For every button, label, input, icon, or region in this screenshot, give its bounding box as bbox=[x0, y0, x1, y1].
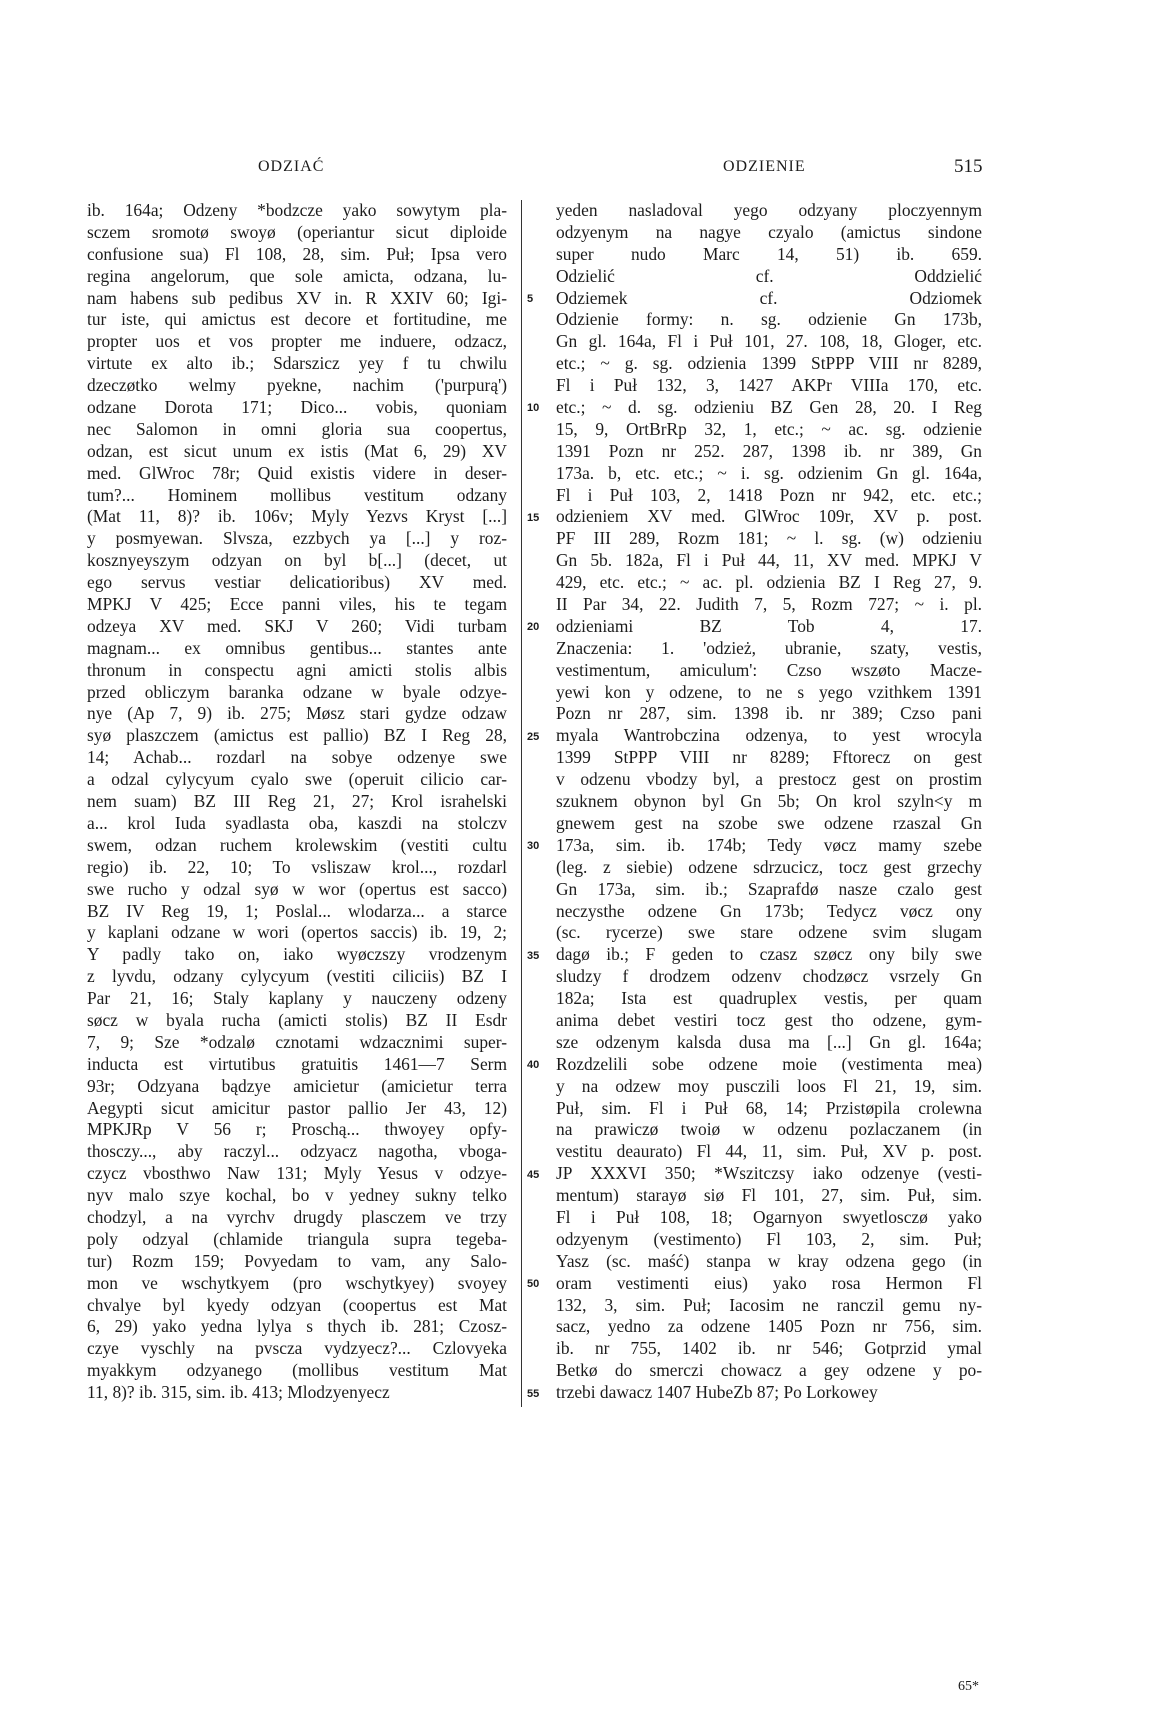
right-column-line: gnewem gest na szobe swe odzene rzaszal Gn bbox=[556, 812, 982, 833]
right-column-line: 182a; Ista est quadruplex vestis, per quam bbox=[556, 988, 982, 1009]
left-column-line: chvalye byl kyedy odzyan (coopertus est Mat bbox=[87, 1294, 507, 1315]
right-column-line: Odzielić cf. Oddzielić bbox=[556, 265, 982, 286]
line-number: 10 bbox=[527, 402, 540, 415]
left-column-line: propter uos et vos propter me induere, odzacz, bbox=[87, 331, 507, 352]
right-column-line: myala Wantrobczina odzenya, to yest wrocyla bbox=[556, 725, 982, 746]
line-number: 40 bbox=[527, 1059, 540, 1072]
right-column-line: Gn 173a, sim. ib.; Szaprafdø nasze czalo gest bbox=[556, 878, 982, 899]
left-column-line: syø plaszczem (amictus est pallio) BZ I Reg 28, bbox=[87, 725, 507, 746]
right-column-line: neczysthe odzene Gn 173b; Tedycz vøcz ony bbox=[556, 900, 982, 921]
right-column-line: sze odzenym kalsda dusa ma [...] Gn gl. 164a; bbox=[556, 1031, 982, 1052]
line-number: 50 bbox=[527, 1278, 540, 1291]
right-column-line: dagø ib.; F geden to czasz szøcz ony bily swe bbox=[556, 944, 982, 965]
left-column-line: confusione sua) Fl 108, 28, sim. Puł; Ipsa vero bbox=[87, 243, 507, 264]
left-column-line: tum?... Hominem mollibus vestitum odzany bbox=[87, 484, 507, 505]
left-column-line: odzane Dorota 171; Dico... vobis, quoniam bbox=[87, 397, 507, 418]
left-column-line: myakkym odzyanego (mollibus vestitum Mat bbox=[87, 1360, 507, 1381]
right-column-line: odzyenym na nagye czyalo (amictus sindone bbox=[556, 221, 982, 242]
right-column-line: oram vestimenti eius) yako rosa Hermon Fl bbox=[556, 1272, 982, 1293]
right-column-line: szuknem obynon byl Gn 5b; On krol szyln<y m bbox=[556, 791, 982, 812]
right-column-line: ib. nr 755, 1402 ib. nr 546; Gotprzid ymal bbox=[556, 1338, 982, 1359]
left-column-line: swem, odzan ruchem krolewskim (vestiti cultu bbox=[87, 834, 507, 855]
right-column-line: Puł, sim. Fl i Puł 68, 14; Przistøpila crolewna bbox=[556, 1097, 982, 1118]
left-column bbox=[87, 200, 507, 1404]
left-column-line: regina angelorum, que sole amicta, odzana, lu- bbox=[87, 265, 507, 286]
line-number: 25 bbox=[527, 730, 540, 743]
right-column-line: Znaczenia: 1. 'odzież, ubranie, szaty, vestis, bbox=[556, 637, 982, 658]
left-column-line: przed obliczym baranka odzane w byale odzye- bbox=[87, 681, 507, 702]
left-column-line: swe rucho y odzal syø w wor (opertus est sacco) bbox=[87, 878, 507, 899]
right-column-line: odzyenym (vestimento) Fl 103, 2, sim. Puł; bbox=[556, 1228, 982, 1249]
left-column-line: ib. 164a; Odzeny *bodzcze yako sowytym pla- bbox=[87, 200, 507, 220]
left-column-line: MPKJ V 425; Ecce panni viles, his te tegam bbox=[87, 594, 507, 615]
right-column-line: 1391 Pozn nr 252. 287, 1398 ib. nr 389, Gn bbox=[556, 440, 982, 461]
right-column-line: Betkø do smerczi chowacz a gey odzene y po- bbox=[556, 1360, 982, 1381]
sheet-signature: 65* bbox=[958, 1679, 979, 1694]
right-column-line: Rozdzelili sobe odzene moie (vestimenta mea) bbox=[556, 1053, 982, 1074]
left-column-line: søcz w byala rucha (amicti stolis) BZ II Esdr bbox=[87, 1009, 507, 1030]
right-column-line: 429, etc. etc.; ~ ac. pl. odzienia BZ I Reg 27, 9. bbox=[556, 572, 982, 593]
line-number: 35 bbox=[527, 949, 540, 962]
right-column-line: 173a. b, etc. etc.; ~ i. sg. odzienim Gn gl. 164a, bbox=[556, 462, 982, 483]
right-column-line: Pozn nr 287, sim. 1398 ib. nr 389; Czso pani bbox=[556, 703, 982, 724]
right-column-line: v odzenu vbodzy byl, a prestocz gest on prostim bbox=[556, 769, 982, 790]
running-head-right: ODZIENIE bbox=[723, 158, 806, 175]
right-column-line: odzieniami BZ Tob 4, 17. bbox=[556, 615, 982, 636]
left-column-line: Aegypti sicut amicitur pastor pallio Jer 43, 12) bbox=[87, 1097, 507, 1118]
right-column-line: 173a, sim. ib. 174b; Tedy vøcz mamy szebe bbox=[556, 834, 982, 855]
left-column-line: ego servus vestiar delicatioribus) XV med. bbox=[87, 572, 507, 593]
left-column-line: Y padly tako on, iako wyøczszy vrodzenym bbox=[87, 944, 507, 965]
right-column-line: (sc. rycerze) swe stare odzene svim slugam bbox=[556, 922, 982, 943]
right-column-line: mentum) starayø siø Fl 101, 27, sim. Puł, sim. bbox=[556, 1185, 982, 1206]
right-column-line: Odziemek cf. Odziomek bbox=[556, 287, 982, 308]
right-column bbox=[556, 200, 982, 1404]
right-column-line: na prawiczø twoiø w odzenu pozlaczanem (in bbox=[556, 1119, 982, 1140]
line-number: 45 bbox=[527, 1168, 540, 1181]
left-column-line: nyv malo szye kochal, bo v yedney sukny telko bbox=[87, 1185, 507, 1206]
right-column-line: anima debet vestiri tocz gest tho odzene, gym- bbox=[556, 1009, 982, 1030]
left-column-line: poly odzyal (chlamide triangula supra tegeba- bbox=[87, 1228, 507, 1249]
column-rule bbox=[521, 200, 522, 1407]
right-column-line: odzieniem XV med. GlWroc 109r, XV p. post. bbox=[556, 506, 982, 527]
right-column-line: Gn gl. 164a, Fl i Puł 101, 27. 108, 18, Gloger, etc. bbox=[556, 331, 982, 352]
left-column-line: virtute ex alto ib.; Sdarszicz yey f tu chwilu bbox=[87, 353, 507, 374]
right-column-line: Fl i Puł 103, 2, 1418 Pozn nr 942, etc. etc.; bbox=[556, 484, 982, 505]
line-number: 5 bbox=[527, 292, 534, 305]
right-column-line: super nudo Marc 14, 51) ib. 659. bbox=[556, 243, 982, 264]
left-column-line: a... krol Iuda syadlasta oba, kaszdi na stolczv bbox=[87, 812, 507, 833]
left-column-line: nam habens sub pedibus XV in. R XXIV 60; Igi- bbox=[87, 287, 507, 308]
left-column-line: 11, 8)? ib. 315, sim. ib. 413; Mlodzyenyecz bbox=[87, 1382, 390, 1403]
left-column-line: Par 21, 16; Staly kaplany y nauczeny odzeny bbox=[87, 988, 507, 1009]
left-column-line: thosczy..., aby raczyl... odzyacz nagotha, vboga- bbox=[87, 1141, 507, 1162]
right-column-line: Fl i Puł 132, 3, 1427 AKPr VIIIa 170, etc. bbox=[556, 375, 982, 396]
line-number: 30 bbox=[527, 840, 540, 853]
left-column-line: z lyvdu, odzany cylycyum (vestiti ciliciis) BZ I bbox=[87, 966, 507, 987]
left-column-line: czye vyschly na pvscza vydzyecz?... Czlovyeka bbox=[87, 1338, 507, 1359]
left-column-line: nec Salomon in omni gloria sua coopertus, bbox=[87, 418, 507, 439]
running-head-left: ODZIAĆ bbox=[258, 158, 325, 175]
right-column-line: trzebi dawacz 1407 HubeZb 87; Po Lorkowey bbox=[556, 1382, 878, 1403]
left-column-line: tur iste, qui amictus est decore et fortitudine, me bbox=[87, 309, 507, 330]
right-column-line: (leg. z siebie) odzene sdrzucicz, tocz gest grzechy bbox=[556, 856, 982, 877]
left-column-line: dzeczøtko welmy pyekne, nachim ('purpurą') bbox=[87, 375, 507, 396]
left-column-line: 14; Achab... rozdarl na sobye odzenye swe bbox=[87, 747, 507, 768]
right-column-line: Gn 5b. 182a, Fl i Puł 44, 11, XV med. MPKJ V bbox=[556, 550, 982, 571]
right-column-line: 15, 9, OrtBrRp 32, 1, etc.; ~ ac. sg. odzienie bbox=[556, 418, 982, 439]
right-column-line: PF III 289, Rozm 181; ~ l. sg. (w) odzieniu bbox=[556, 528, 982, 549]
right-column-line: yeden nasladoval yego odzyany ploczyennym bbox=[556, 200, 982, 220]
left-column-line: kosznyeyszym odzyan on byl b[...] (decet, ut bbox=[87, 550, 507, 571]
right-column-line: JP XXXVI 350; *Wszitczsy iako odzenye (vesti- bbox=[556, 1163, 982, 1184]
right-column-line: sacz, yedno za odzene 1405 Pozn nr 756, sim. bbox=[556, 1316, 982, 1337]
left-column-line: chodzyl, a na vyrchv drugdy plasczem ve trzy bbox=[87, 1206, 507, 1227]
right-column-line: Yasz (sc. maść) stanpa w kray odzena gego (in bbox=[556, 1250, 982, 1271]
left-column-line: MPKJRp V 56 r; Proschą... thwoyey opfy- bbox=[87, 1119, 507, 1140]
left-column-line: nye (Ap 7, 9) ib. 275; Møsz stari gydze odzaw bbox=[87, 703, 507, 724]
right-column-line: yewi kon y odzene, to ne s yego vzithkem 1391 bbox=[556, 681, 982, 702]
right-column-line: 132, 3, sim. Puł; Iacosim ne ranczil gemu ny- bbox=[556, 1294, 982, 1315]
right-column-line: sludzy f drodzem odzenv chodzøcz vsrzely Gn bbox=[556, 966, 982, 987]
left-column-line: (Mat 11, 8)? ib. 106v; Myly Yezvs Kryst [...] bbox=[87, 506, 507, 527]
left-column-line: a odzal cylycyum cyalo swe (operuit cilicio car- bbox=[87, 769, 507, 790]
left-column-line: sczem sromotø swoyø (operiantur sicut diploide bbox=[87, 221, 507, 242]
left-column-line: nem suam) BZ III Reg 21, 27; Krol israhelski bbox=[87, 791, 507, 812]
line-number: 55 bbox=[527, 1387, 540, 1400]
left-column-line: med. GlWroc 78r; Quid existis videre in deser- bbox=[87, 462, 507, 483]
left-column-line: 7, 9; Sze *odzalø cznotami wdzacznimi super- bbox=[87, 1031, 507, 1052]
right-column-line: etc.; ~ d. sg. odzieniu BZ Gen 28, 20. I Reg bbox=[556, 397, 982, 418]
line-number: 20 bbox=[527, 621, 540, 634]
right-column-line: etc.; ~ g. sg. odzienia 1399 StPPP VIII nr 8289, bbox=[556, 353, 982, 374]
right-column-line: Fl i Puł 108, 18; Ogarnyon swyetlosczø yako bbox=[556, 1206, 982, 1227]
right-column-line: II Par 34, 22. Judith 7, 5, Rozm 727; ~ i. pl. bbox=[556, 594, 982, 615]
page-number: 515 bbox=[954, 156, 983, 177]
left-column-line: regio) ib. 22, 10; To vsliszaw krol..., rozdarl bbox=[87, 856, 507, 877]
right-column-line: vestimentum, amiculum': Czso wszøto Macze- bbox=[556, 659, 982, 680]
left-column-line: magnam... ex omnibus gentibus... stantes ante bbox=[87, 637, 507, 658]
right-column-line: vestitu deaurato) Fl 44, 11, sim. Puł, XV p. post. bbox=[556, 1141, 982, 1162]
left-column-line: 93r; Odzyana bądzye amicietur (amicietur terra bbox=[87, 1075, 507, 1096]
left-column-line: inducta est virtutibus gratuitis 1461—7 Serm bbox=[87, 1053, 507, 1074]
left-column-line: y posmyewan. Slvsza, ezzbych ya [...] y roz- bbox=[87, 528, 507, 549]
right-column-line: y na odzew moy pusczili loos Fl 21, 19, sim. bbox=[556, 1075, 982, 1096]
left-column-line: 6, 29) yako yedna lylya s thych ib. 281; Czosz- bbox=[87, 1316, 507, 1337]
right-column-line: 1399 StPPP VIII nr 8289; Fftorecz on gest bbox=[556, 747, 982, 768]
left-column-line: tur) Rozm 159; Povyedam to vam, any Salo- bbox=[87, 1250, 507, 1271]
left-column-line: odzeya XV med. SKJ V 260; Vidi turbam bbox=[87, 615, 507, 636]
left-column-line: czycz vbosthwo Naw 131; Myly Yesus v odzye- bbox=[87, 1163, 507, 1184]
left-column-line: thronum in conspectu agni amicti stolis albis bbox=[87, 659, 507, 680]
left-column-line: y kaplani odzane w wori (opertos saccis) ib. 19, 2; bbox=[87, 922, 507, 943]
left-column-line: mon ve wschytkyem (pro wschytkyey) svoyey bbox=[87, 1272, 507, 1293]
right-column-line: Odzienie formy: n. sg. odzienie Gn 173b, bbox=[556, 309, 982, 330]
left-column-line: odzan, est sicut unum ex istis (Mat 6, 29) XV bbox=[87, 440, 507, 461]
line-number: 15 bbox=[527, 511, 540, 524]
left-column-line: BZ IV Reg 19, 1; Poslal... wlodarza... a starce bbox=[87, 900, 507, 921]
